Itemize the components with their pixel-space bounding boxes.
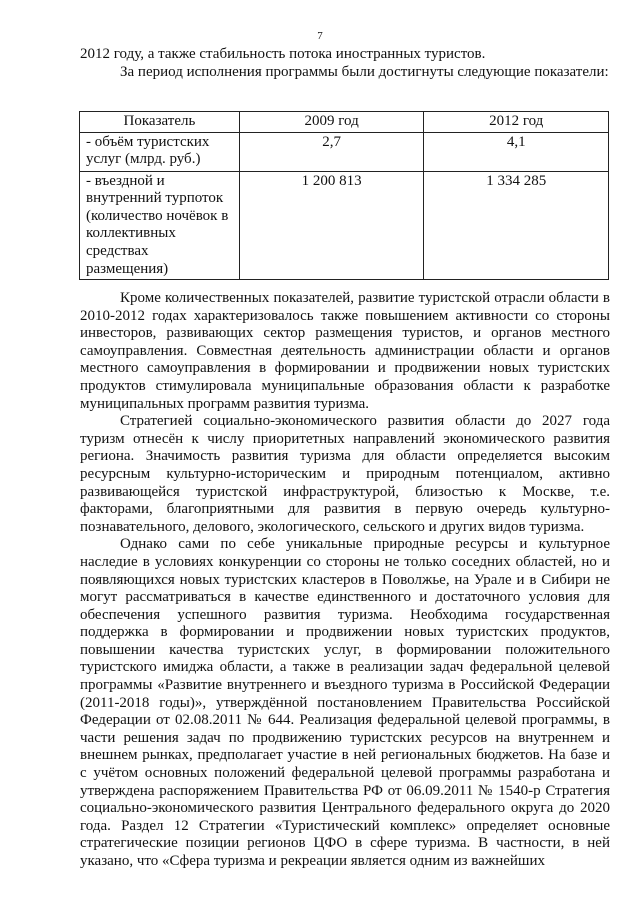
header-indicator: Показатель xyxy=(80,112,240,133)
header-2009: 2009 год xyxy=(239,112,424,133)
indicators-table xyxy=(79,111,609,280)
value-2009: 1 200 813 xyxy=(239,171,424,280)
table-row xyxy=(80,171,609,280)
value-2009: 2,7 xyxy=(239,132,424,171)
paragraph-1: Кроме количественных показателей, развитие туристской отрасли области в 2010-2012 годах характеризовалось также повышением активности со стороны инвесторов, развивающих сектор размещения туристов, и органов местного самоуправления. Совместная деятельность администрации области и органов местного самоуправления в формировании и продвижении новых туристских продуктов стимулировала муниципальные образования области к разработке муниципальных программ развития туризма. xyxy=(80,290,610,412)
table-row xyxy=(80,132,609,171)
value-2012: 1 334 285 xyxy=(424,171,609,280)
table-header-row xyxy=(80,112,609,133)
body-text xyxy=(80,290,610,871)
paragraph-2: Стратегией социально-экономического развития области до 2027 года туризм отнесён к числу приоритетных направлений экономического развития региона. Значимость развития туризма для области определяется высоким ресурсным культурно-историческим и природным потенциалом, активно развивающейся туристской инфраструктурой, близостью к Москве, т.е. факторами, благоприятными для развития в первую очередь культурно-познавательного, делового, экологического, сельского и других видов туризма. xyxy=(80,413,610,535)
paragraph-3: Однако сами по себе уникальные природные ресурсы и культурное наследие в условиях конкуренции со стороны не только соседних областей, но и появляющихся новых туристских кластеров в Поволжье, на Урале и в Сибири не могут рассматриваться в качестве единственного и достаточного условия для обеспечения успешного развития туризма. Необходима государственная поддержка в формировании и продвижении новых туристских продуктов, повышении качества туристских услуг, в формировании положительного туристского имиджа области, а также в реализации задач федеральной целевой программы «Развитие внутреннего и въездного туризма в Российской Федерации (2011-2018 годы)», утверждённой постановлением Правительства Российской Федерации от 02.08.2011 № 644. Реализация федеральной целевой программы, в части решения задач по продвижению туристских ресурсов на внутреннем и внешнем рынках, предполагает участие в ней региональных бюджетов. На базе и с учётом основных положений федеральной целевой программы разработана и утверждена распоряжением Правительства РФ от 06.09.2011 № 1540-р Стратегия социально-экономического развития Центрального федерального округа до 2020 года. Раздел 12 Стратегии «Туристический комплекс» определяет основные стратегические позиции регионов ЦФО в сфере туризма. В частности, в ней указано, что «Сфера туризма и рекреации является одним из важнейших xyxy=(80,536,610,869)
page-number: 7 xyxy=(317,30,323,42)
intro-line-2: За период исполнения программы были достигнуты следующие показатели: xyxy=(120,63,609,80)
row-label: - въездной и внутренний турпоток (количество ночёвок в коллективных средствах размещения) xyxy=(80,171,240,280)
value-2012: 4,1 xyxy=(424,132,609,171)
header-2012: 2012 год xyxy=(424,112,609,133)
row-label: - объём туристских услуг (млрд. руб.) xyxy=(80,132,240,171)
intro-text xyxy=(80,46,610,81)
intro-line-1: 2012 году, а также стабильность потока иностранных туристов. xyxy=(80,46,486,62)
